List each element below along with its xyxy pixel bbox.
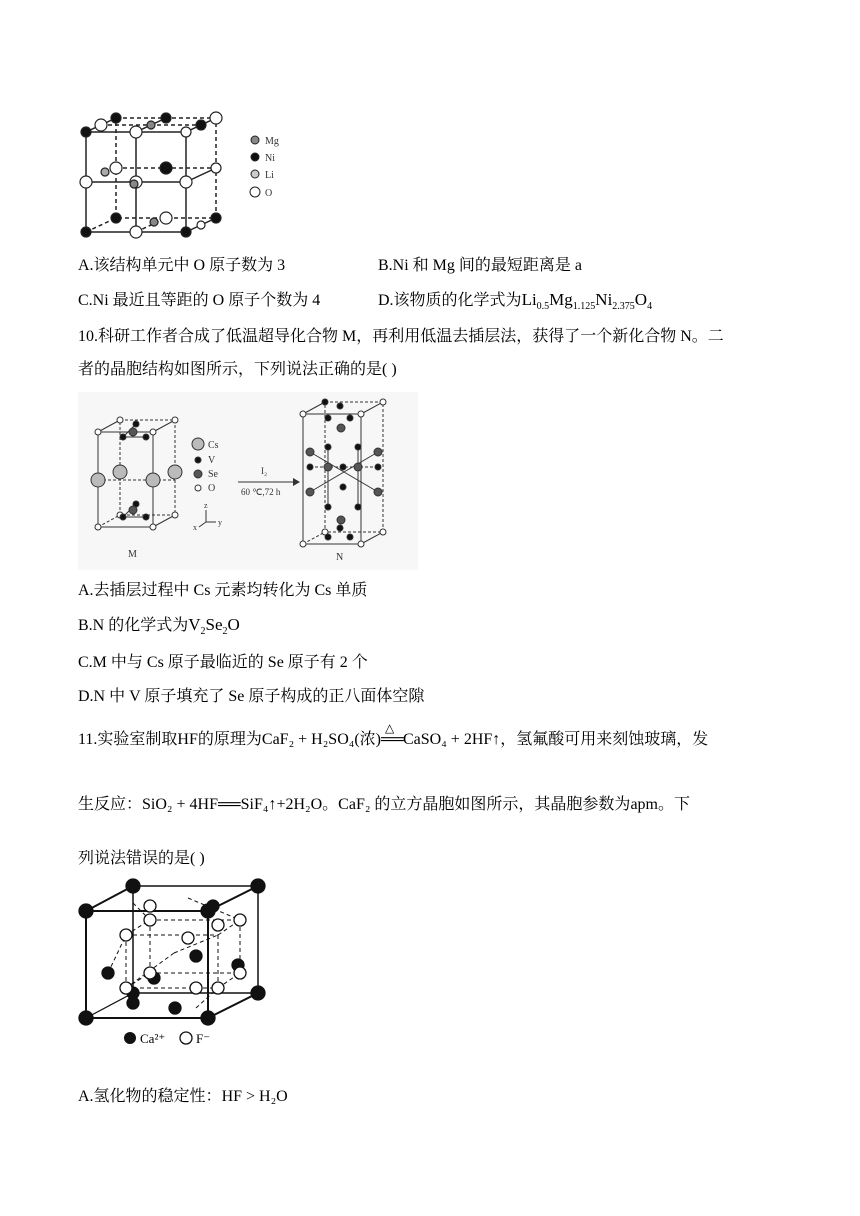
q11-stem-line1: 11.实验室制取HF的原理为CaF₂ + H₂SO₄(浓) △ ══CaSO₄ + 2HF↑，氢氟酸可用来刻蚀玻璃，发	[78, 721, 709, 748]
q10-stem-line2: 者的晶胞结构如图所示，下列说法正确的是( )	[78, 361, 397, 378]
legend-v: V	[208, 455, 216, 466]
axis-z: z	[204, 501, 208, 510]
figure-q11-caf2	[78, 878, 288, 1068]
q10-formula-b: $V_2Se_2O$	[188, 615, 240, 637]
legend-o2: O	[208, 483, 216, 494]
equation-2: SiO₂ + 4HF══SiF₄↑+2H₂O	[142, 796, 323, 813]
q11-option-a: A.氢化物的稳定性：HF > H₂O	[78, 1088, 288, 1105]
equation-1: CaF₂ + H₂SO₄(浓) △ ══CaSO₄ + 2HF↑	[261, 721, 501, 748]
legend-f: F⁻	[196, 1031, 211, 1046]
q11-stem-line3: 列说法错误的是( )	[78, 850, 205, 867]
q11-stem-line2: 生反应：SiO₂ + 4HF══SiF₄↑+2H₂O。CaF₂ 的立方晶胞如图所示，其晶胞参数为apm。下	[78, 796, 690, 813]
legend-cs: Cs	[208, 440, 219, 451]
q10-option-d: D.N 中 V 原子填充了 Se 原子构成的正八面体空隙	[78, 688, 425, 705]
q10-option-c: C.M 中与 Cs 原子最临近的 Se 原子有 2 个	[78, 654, 368, 671]
legend-ca: Ca²⁺	[140, 1031, 166, 1046]
q11-option-a-expr: HF > H₂O	[221, 1088, 288, 1105]
legend-li: Li	[265, 170, 274, 181]
q9-option-c: C.Ni 最近且等距的 O 原子个数为 4	[78, 292, 321, 309]
legend-ni: Ni	[265, 153, 275, 164]
q9-option-d-prefix: D.该物质的化学式为	[378, 292, 522, 309]
q10-stem-line1: 10.科研工作者合成了低温超导化合物 M，再利用低温去插层法，获得了一个新化合物 N。二	[78, 328, 724, 345]
arrow-condition: 60 ℃,72 h	[241, 487, 281, 497]
q10-option-a: A.去插层过程中 Cs 元素均转化为 Cs 单质	[78, 582, 368, 599]
figure-q9-crystal	[72, 100, 372, 245]
arrow-reagent: I₂	[261, 466, 268, 476]
label-m: M	[128, 549, 137, 560]
axis-y: y	[218, 518, 222, 527]
q10-option-b-prefix: B.N 的化学式为	[78, 617, 189, 634]
label-n: N	[336, 552, 344, 563]
q9-option-d	[378, 290, 652, 317]
figure-q10-crystals	[78, 392, 418, 570]
q9-option-a: A.该结构单元中 O 原子数为 3	[78, 257, 286, 274]
legend-o: O	[265, 188, 273, 199]
q9-formula-d: $Li_{0.5}Mg_{1.125}Ni_{2.375}O_4$	[521, 290, 653, 312]
axis-x: x	[193, 523, 197, 532]
q10-option-b	[78, 615, 240, 642]
q9-option-b: B.Ni 和 Mg 间的最短距离是 a	[378, 257, 583, 274]
legend-mg: Mg	[265, 136, 279, 147]
legend-se: Se	[208, 469, 218, 480]
